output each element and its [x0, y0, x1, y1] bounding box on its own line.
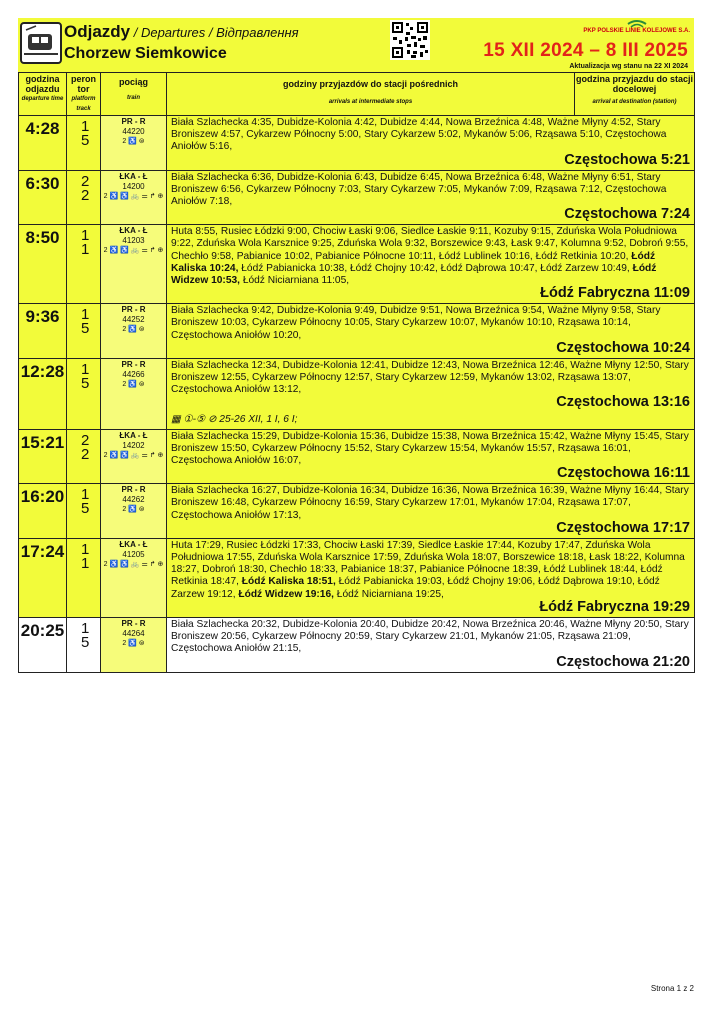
train-info: PR - R 44252 2 ♿ ⊜ — [101, 304, 167, 359]
table-row — [19, 429, 695, 484]
platform-track: 2 2 — [67, 429, 101, 484]
table-row — [19, 617, 695, 672]
header — [18, 18, 694, 72]
intermediate-stops: Biała Szlachecka 15:29, Dubidze-Kolonia 15:36, Dubidze 15:38, Nowa Brzeźnica 15:42, Ważne Młyny 15:45, Stary Broniszew 15:50, Cykarzew Północny 15:52, Stary Cykarzew 15:54, Mykanów 15:57, Rząsawa 16:01, Częstochowa Aniołów 16:07, Częstochowa 16:11 — [167, 429, 695, 484]
amenity-icons: 2 ♿ ⊜ — [122, 639, 145, 647]
destination-arrival: Łódź Fabryczna 19:29 — [539, 598, 690, 615]
platform-track: 2 2 — [67, 170, 101, 225]
departure-time: 12:28 — [19, 358, 67, 429]
calendar-note: ▦ ①-⑤ ⊘ 25-26 XII, 1 I, 6 I; — [171, 414, 298, 426]
intermediate-stops: Biała Szlachecka 9:42, Dubidze-Kolonia 9:49, Dubidze 9:51, Nowa Brzeźnica 9:54, Ważne Młyny 9:58, Stary Broniszew 10:03, Cykarzew Północny 10:05, Stary Cykarzew 10:07, Mykanów 10:10, Rząsawa 10:14, Częstochowa Aniołów 10:20, Częstochowa 10:24 — [167, 304, 695, 359]
train-info: ŁKA - Ł 14202 2 ♿ ♿ 🚲 ⚌ ↱ ⊕ — [101, 429, 167, 484]
header-stops: godziny przyjazdów do stacji pośrednich arrivals at intermediate stops — [167, 73, 575, 116]
page-title — [64, 22, 299, 42]
platform-track: 1 5 — [67, 116, 101, 171]
destination-arrival: Częstochowa 10:24 — [556, 339, 690, 356]
title-sub: / Departures / Відправлення — [130, 25, 299, 40]
amenity-icons: 2 ♿ ⊜ — [122, 380, 145, 388]
bold-stop: Łódź Kaliska 10:24, — [171, 250, 656, 274]
destination-arrival: Częstochowa 17:17 — [556, 519, 690, 536]
page-number: Strona 1 z 2 — [650, 984, 694, 993]
departure-time: 6:30 — [19, 170, 67, 225]
intermediate-stops: Biała Szlachecka 12:34, Dubidze-Kolonia 12:41, Dubidze 12:43, Nowa Brzeźnica 12:46, Ważne Młyny 12:50, Stary Broniszew 12:55, Cykarzew Północny 12:57, Stary Cykarzew 12:59, Mykanów 13:02, Rząsawa 13:07, Częstochowa Aniołów 13:12, Częstochowa 13:16 ▦ ①-⑤ ⊘ 25-26 XII, 1 I, 6 I; — [167, 358, 695, 429]
departure-time: 9:36 — [19, 304, 67, 359]
table-row — [19, 358, 695, 429]
amenity-icons: 2 ♿ ♿ 🚲 ⚌ ↱ ⊕ — [103, 247, 164, 255]
departure-time: 20:25 — [19, 617, 67, 672]
destination-arrival: Łódź Fabryczna 11:09 — [540, 285, 690, 302]
platform-track: 1 1 — [67, 225, 101, 304]
validity-period: 15 XII 2024 – 8 III 2025 — [483, 40, 688, 61]
train-info: PR - R 44220 2 ♿ ⊜ — [101, 116, 167, 171]
update-note: Aktualizacja wg stanu na 22 XI 2024 — [569, 63, 688, 70]
train-info: PR - R 44266 2 ♿ ⊜ — [101, 358, 167, 429]
train-info: ŁKA - Ł 41205 2 ♿ ♿ 🚲 ⚌ ↱ ⊕ — [101, 538, 167, 617]
carrier-name: PKP POLSKIE LINIE KOLEJOWE S.A. — [583, 28, 690, 34]
destination-arrival: Częstochowa 21:20 — [556, 653, 690, 670]
header-train: pociąg train — [101, 73, 167, 116]
header-track: peron tor platform track — [67, 73, 101, 116]
intermediate-stops: Huta 8:55, Rusiec Łódzki 9:00, Chociw Łaski 9:06, Siedlce Łaskie 9:11, Kozuby 9:15, Zduńska Wola Południowa 9:22, Zduńska Wola Karsznice 9:25, Zduńska Wola 9:32, Borszewice 9:43, Łask 9:47, Kolumna 9:52, Dobroń 9:55, Chechło 9:58, Pabianice 10:02, Pabianice Północne 10:11, Łódź Lublinek 10:16, Łódź Retkinia 10:20, Łódź Kaliska 10:24, Łódź Pabianicka 10:38, Łódź Chojny 10:42, Łódź Dąbrowa 10:47, Łódź Zarzew 10:49, Łódź Widzew 10:53, Łódź Niciarniana 11:05, Łódź Fabryczna 11:09 — [167, 225, 695, 304]
amenity-icons: 2 ♿ ♿ 🚲 ⚌ ↱ ⊕ — [103, 192, 164, 200]
destination-arrival: Częstochowa 13:16 — [556, 394, 690, 411]
station-name: Chorzew Siemkowice — [64, 45, 227, 62]
table-row — [19, 116, 695, 171]
table-row — [19, 225, 695, 304]
amenity-icons: 2 ♿ ⊜ — [122, 138, 145, 145]
header-time: godzina odjazdu departure time — [19, 73, 67, 116]
platform-track: 1 5 — [67, 484, 101, 539]
train-info: ŁKA - Ł 14200 2 ♿ ♿ 🚲 ⚌ ↱ ⊕ — [101, 170, 167, 225]
amenity-icons: 2 ♿ ⊜ — [122, 326, 145, 334]
table-row — [19, 170, 695, 225]
intermediate-stops: Biała Szlachecka 20:32, Dubidze-Kolonia 20:40, Dubidze 20:42, Nowa Brzeźnica 20:46, Ważne Młyny 20:50, Stary Broniszew 20:56, Cykarzew Północny 20:59, Stary Cykarzew 21:01, Mykanów 21:05, Rząsawa 21:09, Częstochowa Aniołów 21:15, Częstochowa 21:20 — [167, 617, 695, 672]
intermediate-stops: Biała Szlachecka 16:27, Dubidze-Kolonia 16:34, Dubidze 16:36, Nowa Brzeźnica 16:39, Ważne Młyny 16:44, Stary Broniszew 16:48, Cykarzew Północny 16:59, Stary Cykarzew 17:01, Mykanów 17:04, Rząsawa 17:07, Częstochowa Aniołów 17:13, Częstochowa 17:17 — [167, 484, 695, 539]
departure-time: 15:21 — [19, 429, 67, 484]
platform-track: 1 5 — [67, 617, 101, 672]
amenity-icons: 2 ♿ ♿ 🚲 ⚌ ↱ ⊕ — [103, 560, 164, 568]
departure-time: 16:20 — [19, 484, 67, 539]
table-row — [19, 538, 695, 617]
departures-table — [18, 72, 695, 673]
amenity-icons: 2 ♿ ⊜ — [122, 506, 145, 514]
bold-stop: Łódź Kaliska 18:51, — [241, 576, 336, 588]
destination-arrival: Częstochowa 16:11 — [557, 465, 690, 482]
table-row — [19, 484, 695, 539]
train-info: ŁKA - Ł 41203 2 ♿ ♿ 🚲 ⚌ ↱ ⊕ — [101, 225, 167, 304]
train-logo-icon — [20, 22, 62, 64]
title-main: Odjazdy — [64, 22, 131, 41]
table-row — [19, 304, 695, 359]
intermediate-stops: Biała Szlachecka 6:36, Dubidze-Kolonia 6:43, Dubidze 6:45, Nowa Brzeźnica 6:48, Ważne Młyny 6:51, Stary Broniszew 6:56, Cykarzew Północny 7:03, Stary Cykarzew 7:05, Mykanów 7:09, Rząsawa 7:12, Częstochowa Aniołów 7:18, Częstochowa 7:24 — [167, 170, 695, 225]
timetable-sheet — [18, 18, 694, 670]
table-header-row — [19, 73, 695, 116]
bold-stop: Łódź Widzew 19:16, — [238, 588, 334, 600]
destination-arrival: Częstochowa 7:24 — [564, 206, 690, 223]
departure-time: 17:24 — [19, 538, 67, 617]
platform-track: 1 5 — [67, 304, 101, 359]
amenity-icons: 2 ♿ ♿ 🚲 ⚌ ↱ ⊕ — [103, 451, 164, 459]
platform-track: 1 1 — [67, 538, 101, 617]
train-info: PR - R 44262 2 ♿ ⊜ — [101, 484, 167, 539]
qr-code-icon — [390, 20, 430, 60]
departure-time: 4:28 — [19, 116, 67, 171]
intermediate-stops: Biała Szlachecka 4:35, Dubidze-Kolonia 4:42, Dubidze 4:44, Nowa Brzeźnica 4:48, Ważne Młyny 4:52, Stary Broniszew 4:57, Cykarzew Północny 5:00, Stary Cykarzew 5:02, Mykanów 5:06, Rząsawa 5:10, Częstochowa Aniołów 5:16, Częstochowa 5:21 — [167, 116, 695, 171]
destination-arrival: Częstochowa 5:21 — [564, 151, 690, 168]
intermediate-stops: Huta 17:29, Rusiec Łódzki 17:33, Chociw Łaski 17:39, Siedlce Łaskie 17:44, Kozuby 17:47, Zduńska Wola Południowa 17:55, Zduńska Wola Karsznice 17:59, Zduńska Wola 18:07, Borszewice 18:18, Łask 18:22, Kolumna 18:27, Dobroń 18:30, Chechło 18:33, Pabianice 18:37, Pabianice Północne 18:39, Łódź Lublinek 18:44, Łódź Retkinia 18:47, Łódź Kaliska 18:51, Łódź Pabianicka 19:03, Łódź Chojny 19:06, Łódź Dąbrowa 19:10, Łódź Zarzew 19:12, Łódź Widzew 19:16, Łódź Niciarniana 19:25, Łódź Fabryczna 19:29 — [167, 538, 695, 617]
platform-track: 1 5 — [67, 358, 101, 429]
departure-time: 8:50 — [19, 225, 67, 304]
bold-stop: Łódź Widzew 10:53, — [171, 262, 657, 287]
train-info: PR - R 44264 2 ♿ ⊜ — [101, 617, 167, 672]
header-destination: godzina przyjazdu do stacji docelowej arrival at destination (station) — [575, 73, 695, 116]
